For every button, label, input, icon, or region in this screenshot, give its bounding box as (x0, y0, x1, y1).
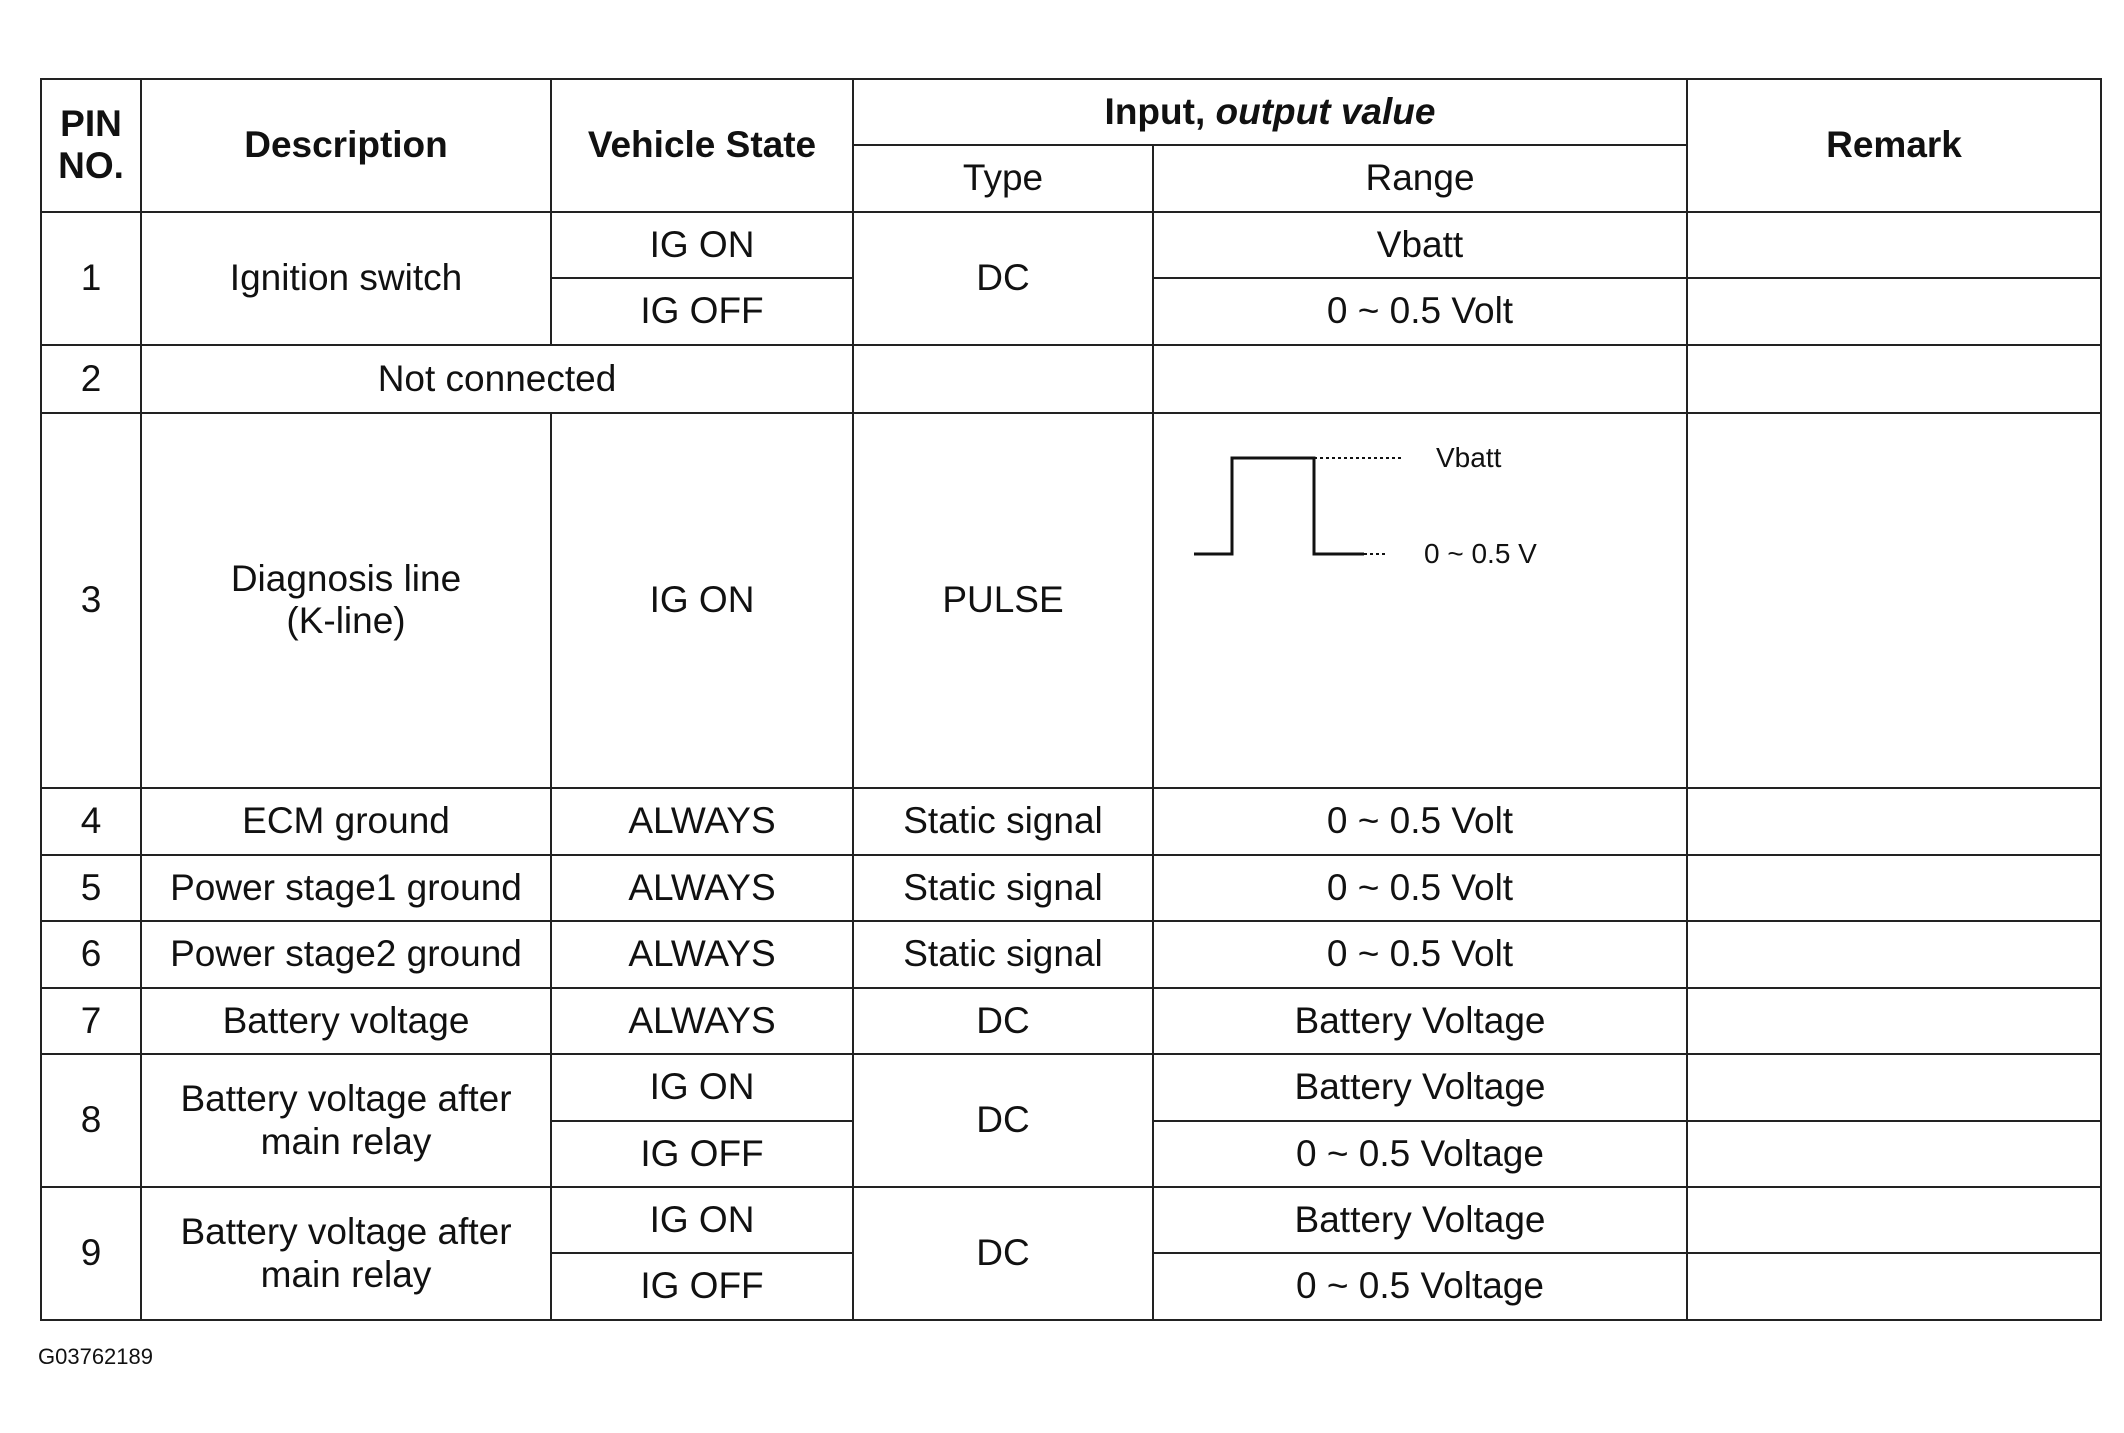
figure-id-caption: G03762189 (38, 1344, 153, 1369)
vehicle-state-cell: IG OFF (551, 278, 853, 344)
range-cell: Vbatt (1153, 212, 1687, 278)
remark-cell (1687, 921, 2101, 987)
pin-cell: 4 (41, 788, 141, 855)
table-row (41, 345, 2101, 413)
description-cell: Ignition switch (141, 212, 551, 345)
pulse-waveform-diagram (1154, 414, 1688, 786)
range-cell: Battery Voltage (1153, 1054, 1687, 1120)
range-cell: 0 ~ 0.5 Volt (1153, 788, 1687, 855)
table-row (41, 1187, 2101, 1253)
range-cell: 0 ~ 0.5 Volt (1153, 278, 1687, 344)
type-cell: DC (853, 212, 1153, 345)
description-cell: ECM ground (141, 788, 551, 855)
vehicle-state-cell: IG ON (551, 1054, 853, 1120)
header-remark: Remark (1687, 79, 2101, 212)
header-io-value: Input, output value (853, 79, 1687, 145)
pulse-high-label: Vbatt (1436, 442, 1502, 474)
table-row (41, 1054, 2101, 1120)
vehicle-state-cell: ALWAYS (551, 788, 853, 855)
remark-cell (1687, 1121, 2101, 1187)
header-type: Type (853, 145, 1153, 211)
table-row (41, 788, 2101, 855)
description-cell: Battery voltage after main relay (141, 1054, 551, 1187)
pin-cell: 2 (41, 345, 141, 413)
remark-cell (1687, 788, 2101, 855)
type-cell: DC (853, 1054, 1153, 1187)
remark-cell (1687, 1187, 2101, 1253)
range-cell: 0 ~ 0.5 Volt (1153, 921, 1687, 987)
range-cell-pulse (1153, 413, 1687, 787)
remark-cell (1687, 1054, 2101, 1120)
range-cell: 0 ~ 0.5 Voltage (1153, 1253, 1687, 1320)
pin-table (40, 78, 2102, 1321)
header-row-1 (41, 79, 2101, 145)
vehicle-state-cell: ALWAYS (551, 921, 853, 987)
vehicle-state-cell: IG ON (551, 212, 853, 278)
type-cell: Static signal (853, 855, 1153, 921)
remark-cell (1687, 988, 2101, 1054)
header-description: Description (141, 79, 551, 212)
vehicle-state-cell: IG OFF (551, 1121, 853, 1187)
table-row (41, 921, 2101, 987)
remark-cell (1687, 345, 2101, 413)
table-row (41, 988, 2101, 1054)
type-cell: Static signal (853, 921, 1153, 987)
vehicle-state-cell: IG ON (551, 413, 853, 787)
description-cell: Diagnosis line (K-line) (141, 413, 551, 787)
remark-cell (1687, 1253, 2101, 1320)
type-cell: DC (853, 988, 1153, 1054)
range-cell (1153, 345, 1687, 413)
table-row (41, 212, 2101, 278)
header-pin-no: PIN NO. (41, 79, 141, 212)
range-cell: 0 ~ 0.5 Volt (1153, 855, 1687, 921)
pulse-low-label: 0 ~ 0.5 V (1424, 538, 1537, 570)
pin-cell: 3 (41, 413, 141, 787)
vehicle-state-cell: IG OFF (551, 1253, 853, 1320)
vehicle-state-cell: ALWAYS (551, 855, 853, 921)
pin-cell: 9 (41, 1187, 141, 1320)
vehicle-state-cell: ALWAYS (551, 988, 853, 1054)
range-cell: 0 ~ 0.5 Voltage (1153, 1121, 1687, 1187)
pin-cell: 6 (41, 921, 141, 987)
type-cell: DC (853, 1187, 1153, 1320)
range-cell: Battery Voltage (1153, 988, 1687, 1054)
remark-cell (1687, 855, 2101, 921)
table-row (41, 413, 2101, 787)
pin-cell: 5 (41, 855, 141, 921)
description-cell: Power stage1 ground (141, 855, 551, 921)
header-vehicle-state: Vehicle State (551, 79, 853, 212)
type-cell: Static signal (853, 788, 1153, 855)
header-range: Range (1153, 145, 1687, 211)
pulse-waveform (1194, 458, 1364, 554)
remark-cell (1687, 413, 2101, 787)
type-cell: PULSE (853, 413, 1153, 787)
type-cell (853, 345, 1153, 413)
vehicle-state-cell: IG ON (551, 1187, 853, 1253)
table-row (41, 855, 2101, 921)
description-cell: Not connected (141, 345, 853, 413)
remark-cell (1687, 212, 2101, 278)
pin-cell: 1 (41, 212, 141, 345)
description-cell: Battery voltage (141, 988, 551, 1054)
description-cell: Battery voltage after main relay (141, 1187, 551, 1320)
pin-cell: 7 (41, 988, 141, 1054)
description-cell: Power stage2 ground (141, 921, 551, 987)
pin-cell: 8 (41, 1054, 141, 1187)
range-cell: Battery Voltage (1153, 1187, 1687, 1253)
remark-cell (1687, 278, 2101, 344)
